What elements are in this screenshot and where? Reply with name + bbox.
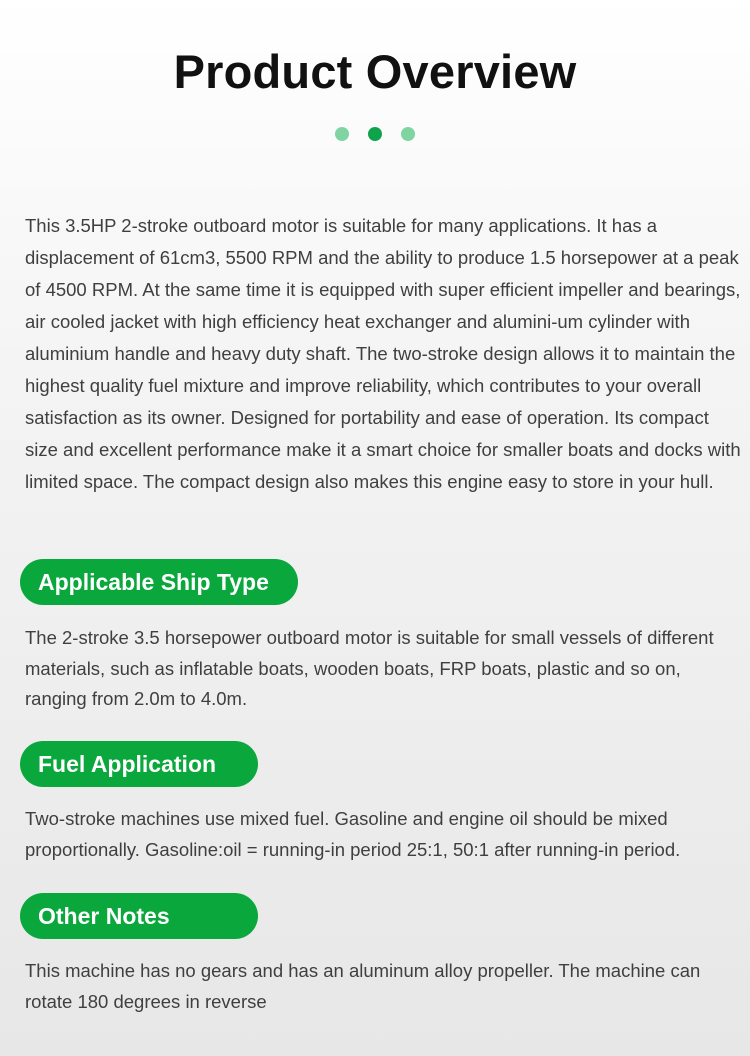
section-heading-notes: Other Notes xyxy=(20,893,258,939)
carousel-dots xyxy=(0,127,750,141)
section-text-fuel: Two-stroke machines use mixed fuel. Gasoline and engine oil should be mixed proportionally. Gasoline:oil = running-in period 25:1, 50:1 after running-in period. xyxy=(25,808,681,860)
page-title: Product Overview xyxy=(173,45,577,98)
section-text-ship-type: The 2-stroke 3.5 horsepower outboard motor is suitable for small vessels of different materials, such as inflatable boats, wooden boats, FRP boats, plastic and so on, ranging from 2.0m to 4.0m. xyxy=(25,627,714,709)
dot-indicator xyxy=(335,127,349,141)
dot-indicator xyxy=(401,127,415,141)
intro-paragraph: This 3.5HP 2-stroke outboard motor is suitable for many applications. It has a displacement of 61cm3, 5500 RPM and the ability to produce 1.5 horsepower at a peak of 4500 RPM. At the same time it is equipped with super efficient impeller and bearings, air cooled jacket with high efficiency heat exchanger and alumini-um cylinder with aluminium handle and heavy duty shaft. The two-stroke design allows it to maintain the highest quality fuel mixture and improve reliability, which contributes to your overall satisfaction as its owner. Designed for portability and ease of operation. Its compact size and excellent performance make it a smart choice for smaller boats and docks with limited space. The compact design also makes this engine easy to store in your hull. xyxy=(25,215,741,492)
dot-indicator-active xyxy=(368,127,382,141)
section-heading-fuel: Fuel Application xyxy=(20,741,258,787)
section-heading-ship-type: Applicable Ship Type xyxy=(20,559,298,605)
section-text-notes: This machine has no gears and has an aluminum alloy propeller. The machine can rotate 180 degrees in reverse xyxy=(25,960,701,1012)
